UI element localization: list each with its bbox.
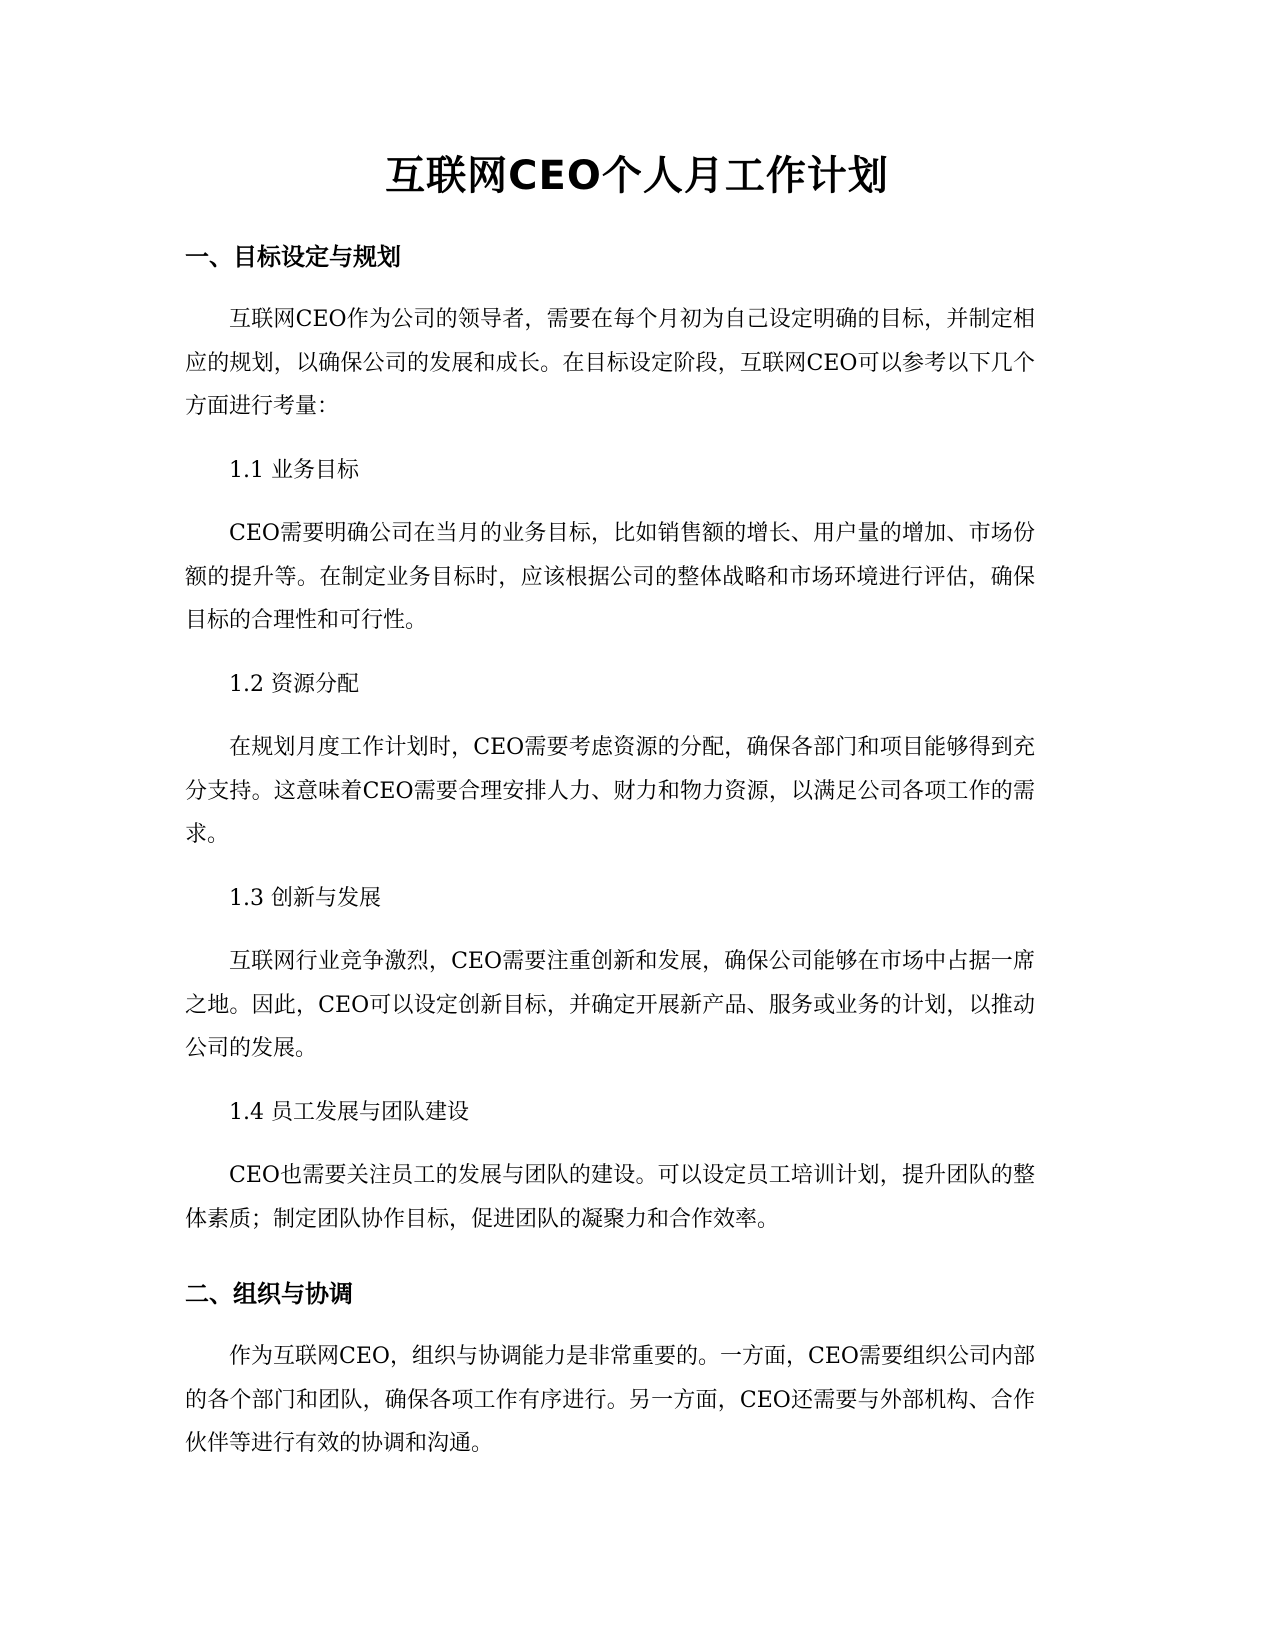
subsection-text-team-building: CEO也需要关注员工的发展与团队的建设。可以设定员工培训计划，提升团队的整体素质；制定团队协作目标，促进团队的凝聚力和合作效率。 [185,1163,1035,1232]
section-heading-organization: 二、组织与协调 [185,1280,353,1308]
subsection-text-innovation: 互联网行业竞争激烈，CEO需要注重创新和发展，确保公司能够在市场中占据一席之地。因此，CEO可以设定创新目标，并确定开展新产品、服务或业务的计划，以推动公司的发展。 [185,949,1035,1061]
subsection-heading-business-goals: 1.1 业务目标 [229,457,359,483]
subsection-heading-innovation: 1.3 创新与发展 [229,885,381,911]
subsection-heading-team-building: 1.4 员工发展与团队建设 [229,1099,469,1125]
subsection-text-business-goals: CEO需要明确公司在当月的业务目标，比如销售额的增长、用户量的增加、市场份额的提升等。在制定业务目标时，应该根据公司的整体战略和市场环境进行评估，确保目标的合理性和可行性。 [185,521,1035,633]
document-title: 互联网CEO个人月工作计划 [385,153,889,199]
subsection-text-resource-allocation: 在规划月度工作计划时，CEO需要考虑资源的分配，确保各部门和项目能够得到充分支持。这意味着CEO需要合理安排人力、财力和物力资源，以满足公司各项工作的需求。 [185,735,1035,847]
section-heading-goals: 一、目标设定与规划 [185,243,401,271]
section-intro-organization: 作为互联网CEO，组织与协调能力是非常重要的。一方面，CEO需要组织公司内部的各个部门和团队，确保各项工作有序进行。另一方面，CEO还需要与外部机构、合作伙伴等进行有效的协调和沟通。 [185,1344,1035,1456]
section-intro-goals: 互联网CEO作为公司的领导者，需要在每个月初为自己设定明确的目标，并制定相应的规划，以确保公司的发展和成长。在目标设定阶段，互联网CEO可以参考以下几个方面进行考量： [185,307,1035,419]
subsection-heading-resource-allocation: 1.2 资源分配 [229,671,359,697]
